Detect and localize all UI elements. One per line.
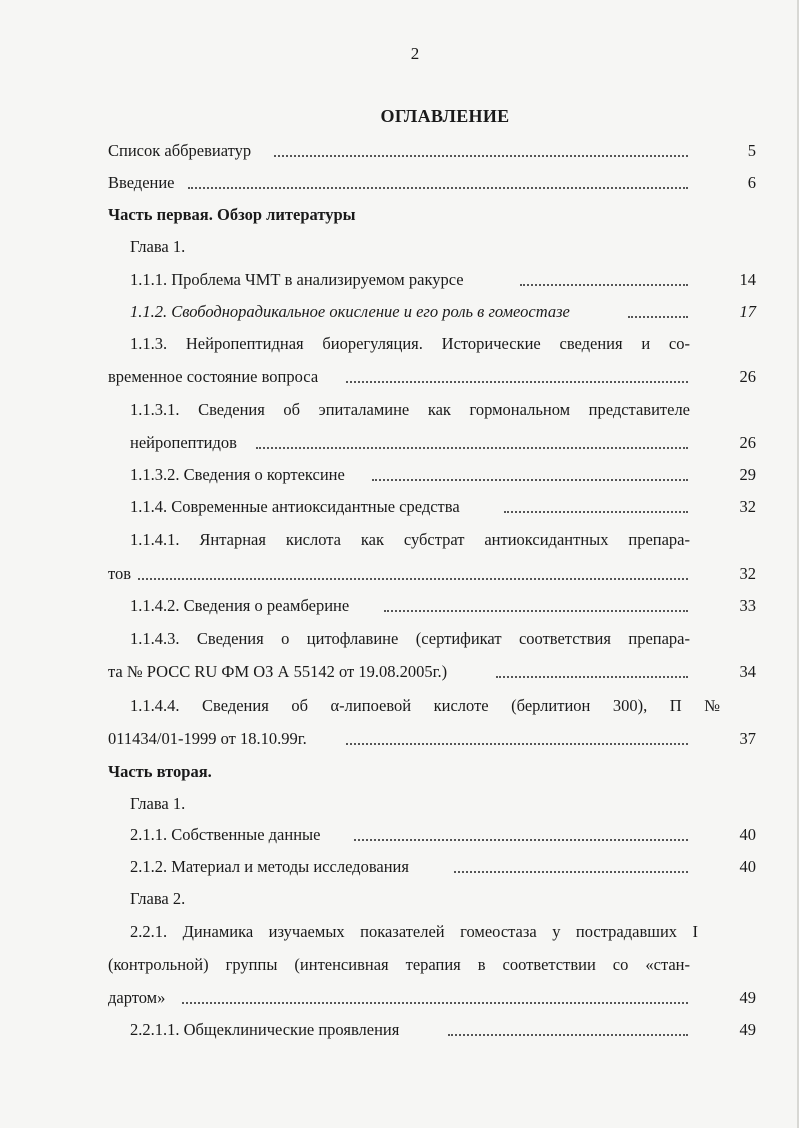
toc-entry-2-2-1-1[interactable] [108,1017,756,1043]
dot-leader [372,479,688,481]
toc-entry-page: 40 [739,825,756,844]
toc-entry-page: 6 [747,173,756,192]
dot-leader [504,511,688,513]
toc-entry-label: 2.1.2. Материал и методы исследования [130,857,409,876]
dot-leader [188,187,688,189]
toc-part-two-chapter-1[interactable] [108,791,756,817]
toc-entry-1-1-3-1[interactable] [108,397,756,423]
dot-leader [274,155,688,157]
toc-entry-2-1-1[interactable] [108,822,756,848]
toc-entry-page: 32 [739,497,756,516]
toc-entry-abbreviations[interactable] [108,138,756,164]
toc-entry-label-cont: нейропептидов [130,433,237,452]
toc-entry-label: 1.1.2. Свободнорадикальное окисление и его роль в гомеостазе [130,302,570,321]
dot-leader [354,839,688,841]
toc-entry-label: Введение [108,173,175,192]
toc-entry-label-cont: дартом» [108,988,166,1007]
toc-entry-1-1-2[interactable] [108,299,756,325]
toc-chapter-label: Глава 2. [130,889,186,908]
toc-entry-1-1-1[interactable] [108,267,756,293]
toc-entry-label-cont: тов [108,564,132,583]
dot-leader [448,1034,688,1036]
toc-entry-label: 1.1.4.4. Сведения об α-липоевой кислоте (берлитион 300), П № [130,696,720,715]
toc-entry-page: 5 [747,141,756,160]
toc-part-label: Часть вторая. [108,762,212,781]
toc-entry-1-1-4-4[interactable] [108,693,756,719]
toc-entry-label-cont: 011434/01-1999 от 18.10.99г. [108,729,307,748]
toc-entry-1-1-4-1-cont[interactable] [108,561,756,587]
toc-entry-page: 26 [739,433,756,452]
dot-leader [496,676,688,678]
toc-entry-label: 1.1.3.2. Сведения о кортексине [130,465,345,484]
toc-entry-page: 49 [739,1020,756,1039]
dot-leader [346,743,688,745]
toc-entry-page: 29 [739,465,756,484]
toc-chapter-label: Глава 1. [130,794,186,813]
toc-entry-page: 17 [739,302,756,321]
dot-leader [384,610,688,612]
page-number: 2 [410,44,420,63]
toc-entry-1-1-4-2[interactable] [108,593,756,619]
toc-entry-label: Список аббревиатур [108,141,252,160]
toc-chapter-label: Глава 1. [130,237,186,256]
toc-entry-2-2-1[interactable] [108,919,756,945]
toc-entry-2-2-1-cont[interactable] [108,952,756,978]
toc-entry-1-1-3-1-cont[interactable] [108,430,756,456]
toc-entry-label: 1.1.3. Нейропептидная биорегуляция. Исторические сведения и со- [130,334,690,353]
toc-entry-label-cont: временное состояние вопроса [108,367,319,386]
toc-entry-1-1-4[interactable] [108,494,756,520]
dot-leader [182,1002,688,1004]
toc-entry-1-1-3-2[interactable] [108,462,756,488]
toc-entry-1-1-4-4-cont[interactable] [108,726,756,752]
toc-entry-2-1-2[interactable] [108,854,756,880]
toc-entry-page: 34 [739,662,756,681]
toc-entry-label: 2.2.1. Динамика изучаемых показателей гомеостаза у пострадавших I [130,922,698,941]
toc-entry-page: 37 [739,729,756,748]
toc-entry-page: 26 [739,367,756,386]
toc-entry-label: 1.1.3.1. Сведения об эпиталамине как гормональном представителе [130,400,690,419]
dot-leader [628,316,688,318]
toc-part-one-chapter-1[interactable] [108,234,756,260]
toc-entry-page: 14 [739,270,756,289]
toc-entry-label: 2.2.1.1. Общеклинические проявления [130,1020,400,1039]
toc-entry-label: 1.1.4.3. Сведения о цитофлавине (сертификат соответствия препара- [130,629,690,648]
toc-entry-label: 1.1.4. Современные антиоксидантные средства [130,497,460,516]
toc-entry-label: 1.1.4.2. Сведения о реамберине [130,596,350,615]
toc-part-two-chapter-2[interactable] [108,886,756,912]
toc-entry-label-cont: та № РОСС RU ФМ ОЗ А 55142 от 19.08.2005г.) [108,662,448,681]
toc-entry-page: 49 [739,988,756,1007]
toc-entry-1-1-4-3-cont[interactable] [108,659,756,685]
toc-entry-label: 1.1.1. Проблема ЧМТ в анализируемом ракурсе [130,270,464,289]
toc-entry-2-2-1-cont2[interactable] [108,985,756,1011]
toc-part-two[interactable] [108,759,756,785]
toc-entry-page: 32 [739,564,756,583]
dot-leader [346,381,688,383]
toc-entry-label-cont: (контрольной) группы (интенсивная терапия в соответствии со «стан- [108,955,690,974]
toc-entry-1-1-4-3[interactable] [108,626,756,652]
dot-leader [454,871,688,873]
toc-entry-label: 1.1.4.1. Янтарная кислота как субстрат антиоксидантных препара- [130,530,690,549]
toc-part-one[interactable] [108,202,756,228]
dot-leader [520,284,688,286]
dot-leader [256,447,688,449]
toc-title: ОГЛАВЛЕНИЕ [380,106,510,126]
toc-entry-page: 33 [739,596,756,615]
toc-entry-1-1-4-1[interactable] [108,527,756,553]
toc-entry-introduction[interactable] [108,170,756,196]
toc-part-label: Часть первая. Обзор литературы [108,205,356,224]
toc-entry-label: 2.1.1. Собственные данные [130,825,321,844]
dot-leader [138,578,688,580]
toc-entry-page: 40 [739,857,756,876]
toc-entry-1-1-3-cont[interactable] [108,364,756,390]
toc-entry-1-1-3[interactable] [108,331,756,357]
